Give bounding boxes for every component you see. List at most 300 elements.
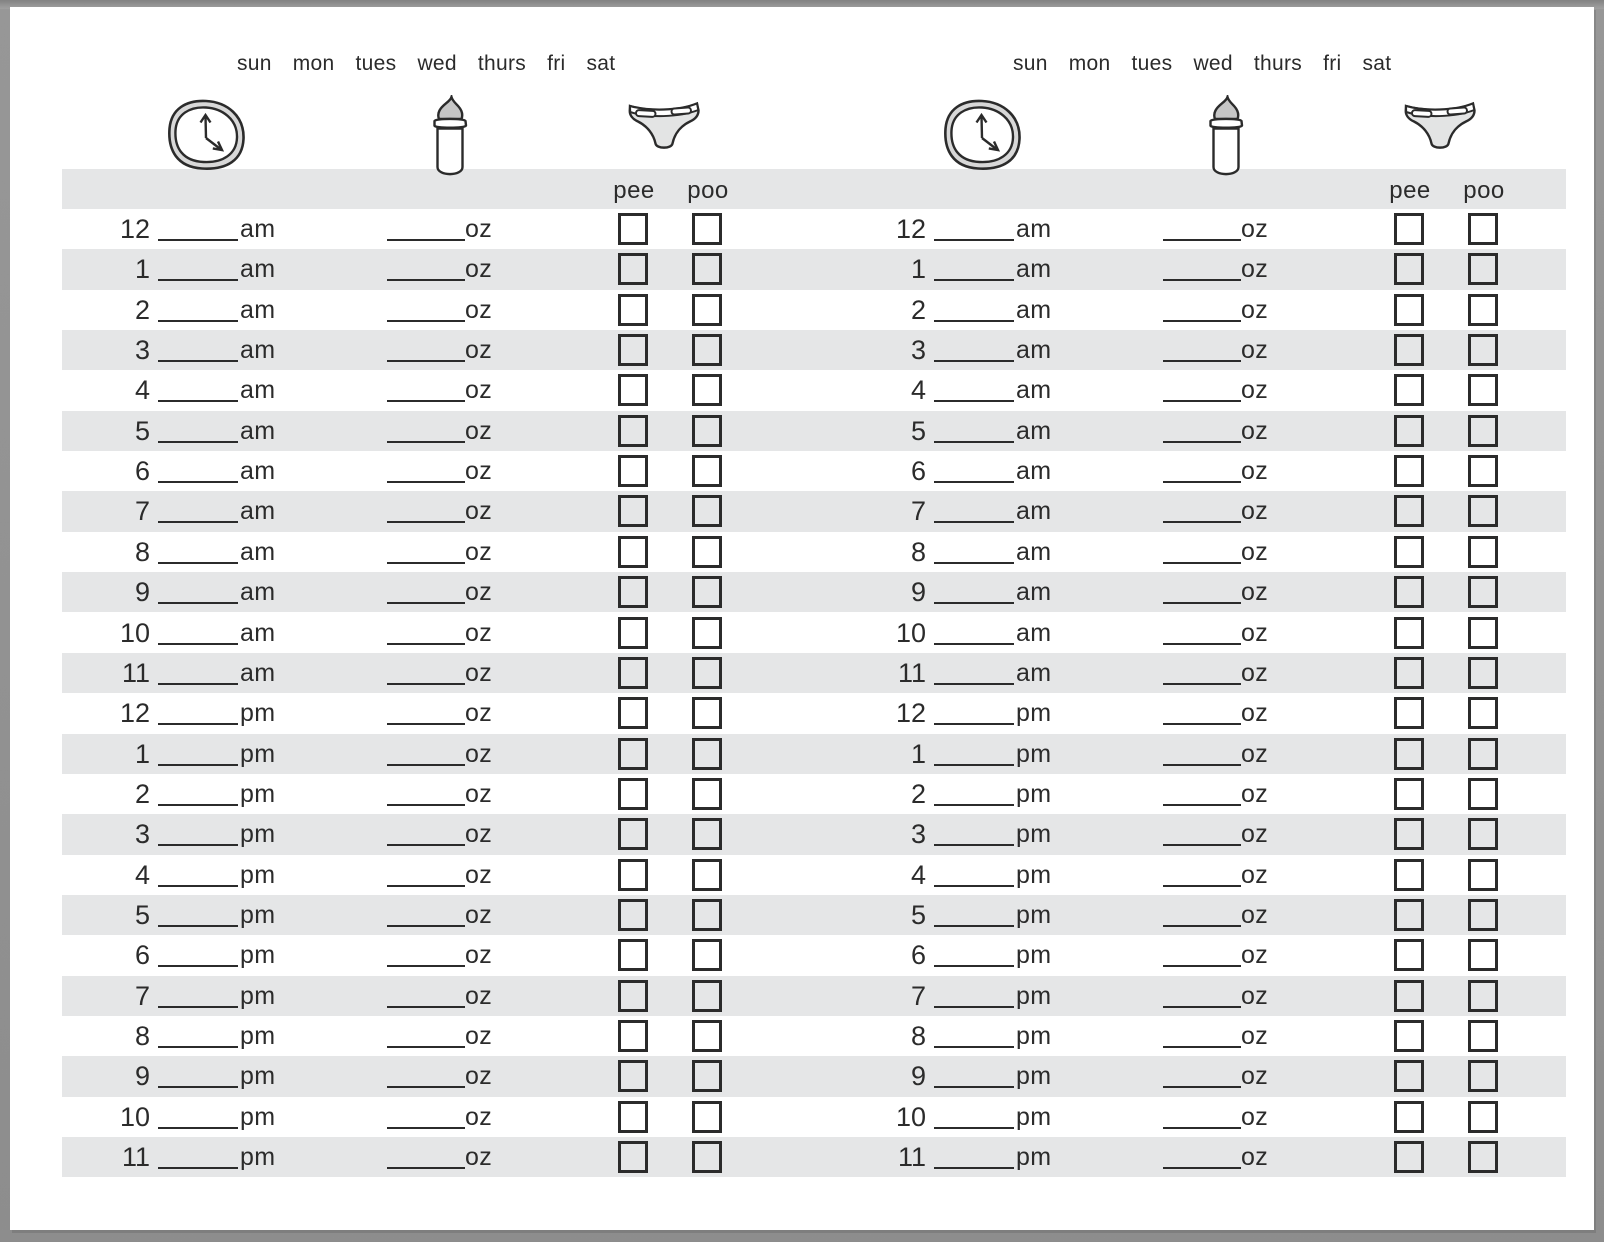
ounces-blank-field[interactable] [1163,521,1241,523]
time-blank-field[interactable] [158,804,238,806]
ounces-label: oz [1241,497,1269,526]
time-blank-field[interactable] [934,279,1014,281]
poo-checkbox[interactable] [1468,1101,1498,1133]
period-label: pm [240,820,276,849]
poo-checkbox[interactable] [1468,253,1498,285]
period-label: pm [240,860,276,889]
ounces-blank-field[interactable] [387,320,465,322]
ounces-label: oz [1241,1062,1269,1091]
ounces-blank-field[interactable] [387,643,465,645]
poo-checkbox[interactable] [1468,617,1498,649]
hour-label: 9 [910,577,926,608]
ounces-label: oz [1241,376,1269,405]
pee-checkbox[interactable] [1394,657,1424,689]
pee-checkbox[interactable] [618,294,648,326]
pee-checkbox[interactable] [618,576,648,608]
poo-checkbox[interactable] [692,536,722,568]
period-label: pm [240,1062,276,1091]
ounces-blank-field[interactable] [387,1006,465,1008]
pee-checkbox[interactable] [618,374,648,406]
poo-checkbox[interactable] [692,899,722,931]
hour-row [62,1097,1566,1137]
ounces-blank-field[interactable] [1163,1046,1241,1048]
time-blank-field[interactable] [158,1006,238,1008]
time-blank-field[interactable] [934,844,1014,846]
time-blank-field[interactable] [158,1046,238,1048]
ounces-blank-field[interactable] [1163,723,1241,725]
weekday-label-wed[interactable]: wed [1193,52,1233,75]
time-blank-field[interactable] [934,764,1014,766]
poo-checkbox[interactable] [692,455,722,487]
period-label: pm [1016,1022,1052,1050]
ounces-label: oz [465,295,493,324]
time-blank-field[interactable] [158,1167,238,1169]
hour-label: 3 [910,335,926,366]
pee-checkbox[interactable] [1394,980,1424,1012]
hour-label: 11 [121,1142,150,1173]
pee-checkbox[interactable] [1394,939,1424,971]
hour-label: 10 [119,1101,150,1132]
ounces-label: oz [465,860,493,889]
time-blank-field[interactable] [934,1006,1014,1008]
ounces-label: oz [1241,900,1269,929]
poo-checkbox[interactable] [692,1141,722,1173]
ounces-blank-field[interactable] [1163,1167,1241,1169]
ounces-label: oz [1241,820,1269,849]
time-blank-field[interactable] [934,562,1014,564]
time-blank-field[interactable] [158,279,238,281]
ounces-label: oz [465,255,493,284]
weekday-label-mon[interactable]: mon [292,52,335,75]
pee-checkbox[interactable] [618,1141,648,1173]
hour-label: 5 [134,415,150,446]
pee-checkbox[interactable] [618,1101,648,1133]
hour-label: 1 [134,254,150,285]
hour-label: 5 [910,415,926,446]
hour-label: 3 [910,819,926,850]
ounces-blank-field[interactable] [1163,965,1241,967]
time-blank-field[interactable] [158,320,238,322]
ounces-blank-field[interactable] [1163,804,1241,806]
ounces-label: oz [465,1022,493,1050]
time-blank-field[interactable] [158,764,238,766]
hour-row [62,935,1566,975]
ounces-blank-field[interactable] [387,441,465,443]
ounces-blank-field[interactable] [387,885,465,887]
ounces-label: oz [465,981,493,1010]
time-blank-field[interactable] [158,1086,238,1088]
time-blank-field[interactable] [158,441,238,443]
ounces-label: oz [465,376,493,405]
poo-checkbox[interactable] [1468,1141,1498,1173]
pee-checkbox[interactable] [618,415,648,447]
hour-label: 7 [910,980,926,1011]
clock-icon [940,98,1024,172]
pee-checkbox[interactable] [1394,899,1424,931]
poo-checkbox[interactable] [692,738,722,770]
period-label: pm [240,981,276,1010]
pee-checkbox[interactable] [1394,778,1424,810]
period-label: am [1016,416,1052,445]
period-label: pm [240,739,276,768]
pee-checkbox[interactable] [1394,738,1424,770]
ounces-blank-field[interactable] [1163,1086,1241,1088]
poo-checkbox[interactable] [692,495,722,527]
weekday-label-mon[interactable]: mon [1068,52,1111,75]
poo-checkbox[interactable] [692,294,722,326]
time-blank-field[interactable] [934,441,1014,443]
hour-label: 9 [910,1061,926,1092]
time-blank-field[interactable] [934,723,1014,725]
hour-label: 7 [910,496,926,527]
hour-label: 2 [134,294,150,325]
ounces-label: oz [465,658,493,687]
weekday-label-fri[interactable]: fri [547,52,566,75]
time-blank-field[interactable] [158,562,238,564]
hour-label: 2 [134,778,150,809]
ounces-blank-field[interactable] [1163,239,1241,241]
ounces-label: oz [465,457,493,486]
poo-checkbox[interactable] [692,939,722,971]
poo-checkbox[interactable] [692,617,722,649]
pee-checkbox[interactable] [618,1060,648,1092]
time-blank-field[interactable] [934,965,1014,967]
time-blank-field[interactable] [934,360,1014,362]
poo-checkbox[interactable] [1468,415,1498,447]
pee-checkbox[interactable] [1394,1101,1424,1133]
pee-checkbox[interactable] [1394,576,1424,608]
poo-checkbox[interactable] [1468,374,1498,406]
time-blank-field[interactable] [934,643,1014,645]
ounces-blank-field[interactable] [387,804,465,806]
ounces-blank-field[interactable] [1163,562,1241,564]
period-label: am [240,336,276,365]
hour-row [62,330,1566,370]
poo-checkbox[interactable] [1468,738,1498,770]
poo-checkbox[interactable] [692,1060,722,1092]
ounces-label: oz [465,215,493,243]
time-blank-field[interactable] [158,521,238,523]
time-blank-field[interactable] [158,683,238,685]
pee-checkbox[interactable] [1394,294,1424,326]
hour-label: 12 [895,214,926,244]
period-label: am [240,537,276,566]
time-blank-field[interactable] [934,320,1014,322]
period-label: pm [240,1102,276,1131]
period-label: pm [1016,1102,1052,1131]
hour-label: 4 [910,375,926,406]
pee-checkbox[interactable] [1394,1020,1424,1052]
period-label: am [240,578,276,607]
period-label: am [1016,336,1052,365]
poo-checkbox[interactable] [692,576,722,608]
ounces-blank-field[interactable] [1163,279,1241,281]
ounces-blank-field[interactable] [1163,1127,1241,1129]
weekday-label-thurs[interactable]: thurs [477,52,527,75]
time-blank-field[interactable] [934,885,1014,887]
pee-checkbox[interactable] [1394,1060,1424,1092]
ounces-label: oz [465,1143,493,1172]
ounces-label: oz [1241,779,1269,808]
pee-checkbox[interactable] [618,657,648,689]
poo-checkbox[interactable] [1468,1060,1498,1092]
ounces-blank-field[interactable] [1163,602,1241,604]
pee-checkbox[interactable] [618,818,648,850]
weekday-label-wed[interactable]: wed [417,52,457,75]
ounces-blank-field[interactable] [387,279,465,281]
pee-checkbox[interactable] [618,536,648,568]
ounces-blank-field[interactable] [387,562,465,564]
period-label: pm [1016,981,1052,1010]
period-label: am [240,215,276,243]
ounces-label: oz [465,618,493,647]
poo-checkbox[interactable] [692,778,722,810]
hour-label: 6 [134,456,150,487]
ounces-blank-field[interactable] [387,764,465,766]
period-label: am [240,255,276,284]
period-label: am [1016,537,1052,566]
poo-checkbox[interactable] [1468,818,1498,850]
poo-checkbox[interactable] [692,1101,722,1133]
poo-checkbox[interactable] [692,213,722,245]
ounces-blank-field[interactable] [387,925,465,927]
weekday-label-sat[interactable]: sat [1362,52,1392,75]
ounces-label: oz [1241,981,1269,1010]
pee-checkbox[interactable] [1394,495,1424,527]
hour-row [62,734,1566,774]
ounces-blank-field[interactable] [387,1167,465,1169]
time-blank-field[interactable] [934,400,1014,402]
pee-checkbox[interactable] [1394,617,1424,649]
hour-label: 9 [134,1061,150,1092]
pee-checkbox[interactable] [1394,536,1424,568]
poo-checkbox[interactable] [692,657,722,689]
period-label: pm [1016,1062,1052,1091]
pee-checkbox[interactable] [1394,859,1424,891]
time-blank-field[interactable] [934,602,1014,604]
pee-checkbox[interactable] [1394,334,1424,366]
pee-checkbox[interactable] [618,334,648,366]
time-blank-field[interactable] [934,1086,1014,1088]
ounces-blank-field[interactable] [387,683,465,685]
ounces-label: oz [1241,255,1269,284]
pee-checkbox[interactable] [618,859,648,891]
poo-checkbox[interactable] [692,374,722,406]
poo-checkbox[interactable] [1468,778,1498,810]
period-label: pm [1016,779,1052,808]
weekday-label-tues[interactable]: tues [355,52,397,75]
pee-checkbox[interactable] [618,617,648,649]
period-label: pm [240,1143,276,1172]
time-blank-field[interactable] [934,239,1014,241]
pee-checkbox[interactable] [618,213,648,245]
period-label: am [240,376,276,405]
time-blank-field[interactable] [934,925,1014,927]
period-label: am [1016,497,1052,526]
ounces-blank-field[interactable] [387,521,465,523]
ounces-blank-field[interactable] [387,481,465,483]
weekday-label-sun[interactable]: sun [1013,52,1048,75]
time-blank-field[interactable] [158,360,238,362]
pee-checkbox[interactable] [1394,455,1424,487]
pee-checkbox[interactable] [618,899,648,931]
ounces-blank-field[interactable] [387,400,465,402]
period-label: pm [240,699,276,728]
log-sheet-page [10,7,1594,1230]
time-blank-field[interactable] [158,925,238,927]
poo-checkbox[interactable] [692,818,722,850]
diaper-icon [627,98,700,153]
poo-checkbox[interactable] [692,253,722,285]
time-blank-field[interactable] [158,844,238,846]
poo-checkbox[interactable] [692,859,722,891]
hour-label: 6 [910,456,926,487]
ounces-blank-field[interactable] [1163,643,1241,645]
poo-checkbox[interactable] [1468,213,1498,245]
period-label: am [240,497,276,526]
ounces-blank-field[interactable] [1163,764,1241,766]
hour-row [62,249,1566,289]
pee-checkbox[interactable] [618,738,648,770]
poo-checkbox[interactable] [1468,697,1498,729]
ounces-blank-field[interactable] [1163,844,1241,846]
weekday-label-sat[interactable]: sat [586,52,616,75]
hour-label: 5 [134,899,150,930]
poo-checkbox[interactable] [692,697,722,729]
ounces-blank-field[interactable] [387,1046,465,1048]
pee-column-header: pee [613,177,655,204]
ounces-blank-field[interactable] [387,239,465,241]
hour-label: 10 [119,617,150,648]
time-blank-field[interactable] [158,723,238,725]
ounces-label: oz [465,779,493,808]
hour-label: 1 [134,738,150,769]
weekday-label-fri[interactable]: fri [1323,52,1342,75]
poo-checkbox[interactable] [1468,536,1498,568]
poo-checkbox[interactable] [1468,859,1498,891]
poo-checkbox[interactable] [1468,899,1498,931]
period-label: pm [240,1022,276,1050]
pee-checkbox[interactable] [618,939,648,971]
time-blank-field[interactable] [934,1127,1014,1129]
poo-checkbox[interactable] [1468,455,1498,487]
pee-checkbox[interactable] [1394,374,1424,406]
ounces-blank-field[interactable] [1163,481,1241,483]
time-blank-field[interactable] [158,1127,238,1129]
pee-checkbox[interactable] [1394,415,1424,447]
hour-label: 3 [134,819,150,850]
poo-checkbox[interactable] [692,980,722,1012]
pee-checkbox[interactable] [1394,697,1424,729]
ounces-blank-field[interactable] [387,844,465,846]
ounces-label: oz [465,578,493,607]
time-blank-field[interactable] [934,683,1014,685]
time-blank-field[interactable] [158,239,238,241]
hour-label: 8 [134,536,150,567]
ounces-blank-field[interactable] [1163,360,1241,362]
ounces-blank-field[interactable] [387,1086,465,1088]
ounces-blank-field[interactable] [387,602,465,604]
ounces-blank-field[interactable] [1163,320,1241,322]
ounces-blank-field[interactable] [1163,885,1241,887]
time-blank-field[interactable] [158,965,238,967]
hour-label: 10 [895,617,926,648]
ounces-blank-field[interactable] [387,723,465,725]
time-blank-field[interactable] [158,602,238,604]
pee-checkbox[interactable] [618,778,648,810]
poo-checkbox[interactable] [692,415,722,447]
pee-checkbox[interactable] [1394,818,1424,850]
time-blank-field[interactable] [158,643,238,645]
hour-row [62,532,1566,572]
poo-checkbox[interactable] [1468,334,1498,366]
ounces-label: oz [1241,295,1269,324]
pee-checkbox[interactable] [618,697,648,729]
ounces-blank-field[interactable] [387,360,465,362]
poo-checkbox[interactable] [692,334,722,366]
hour-label: 2 [910,778,926,809]
hour-row [62,209,1566,249]
poo-checkbox[interactable] [692,1020,722,1052]
time-blank-field[interactable] [934,481,1014,483]
ounces-blank-field[interactable] [387,965,465,967]
poo-checkbox[interactable] [1468,576,1498,608]
ounces-label: oz [1241,457,1269,486]
time-blank-field[interactable] [934,804,1014,806]
pee-checkbox[interactable] [618,980,648,1012]
ounces-blank-field[interactable] [1163,925,1241,927]
time-blank-field[interactable] [934,1167,1014,1169]
pee-checkbox[interactable] [1394,1141,1424,1173]
poo-checkbox[interactable] [1468,657,1498,689]
ounces-label: oz [1241,699,1269,728]
pee-checkbox[interactable] [1394,253,1424,285]
time-blank-field[interactable] [158,400,238,402]
baby-bottle-icon [425,95,475,181]
pee-checkbox[interactable] [618,455,648,487]
hour-label: 2 [910,294,926,325]
ounces-label: oz [1241,658,1269,687]
hour-row [62,653,1566,693]
pee-checkbox[interactable] [618,253,648,285]
weekday-label-sun[interactable]: sun [237,52,272,75]
poo-checkbox[interactable] [1468,939,1498,971]
period-label: am [240,295,276,324]
pee-column-header: pee [1389,177,1431,204]
time-blank-field[interactable] [934,521,1014,523]
ounces-label: oz [1241,941,1269,970]
poo-checkbox[interactable] [1468,495,1498,527]
time-blank-field[interactable] [158,885,238,887]
time-blank-field[interactable] [934,1046,1014,1048]
pee-checkbox[interactable] [618,495,648,527]
ounces-blank-field[interactable] [1163,441,1241,443]
poo-checkbox[interactable] [1468,1020,1498,1052]
time-blank-field[interactable] [158,481,238,483]
pee-checkbox[interactable] [618,1020,648,1052]
hour-row [62,1137,1566,1177]
poo-checkbox[interactable] [1468,294,1498,326]
weekday-label-tues[interactable]: tues [1131,52,1173,75]
ounces-blank-field[interactable] [387,1127,465,1129]
ounces-blank-field[interactable] [1163,1006,1241,1008]
ounces-blank-field[interactable] [1163,683,1241,685]
poo-checkbox[interactable] [1468,980,1498,1012]
ounces-blank-field[interactable] [1163,400,1241,402]
period-label: am [1016,255,1052,284]
pee-checkbox[interactable] [1394,213,1424,245]
weekday-label-thurs[interactable]: thurs [1253,52,1303,75]
